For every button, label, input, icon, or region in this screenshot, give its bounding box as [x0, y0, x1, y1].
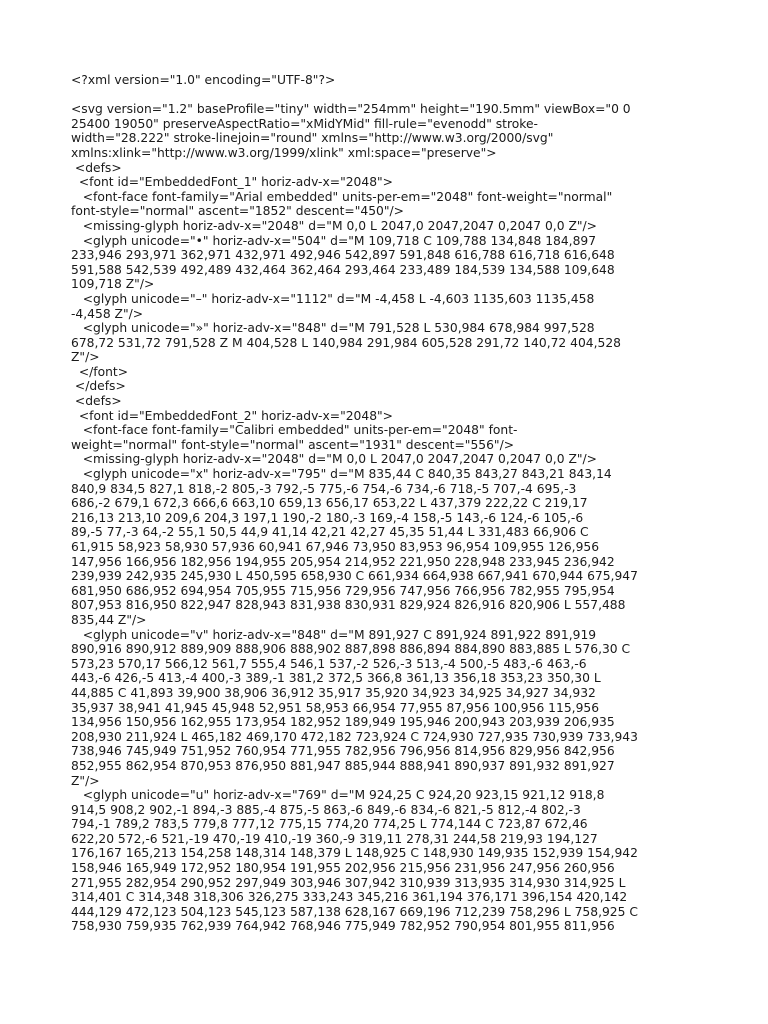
code-line: 622,20 572,-6 521,-19 470,-19 410,-19 360,-9 319,11 278,31 244,58 219,93 194,127 [71, 831, 598, 846]
code-line: 176,167 165,213 154,258 148,314 148,379 L 148,925 C 148,930 149,935 152,939 154,942 [71, 846, 638, 861]
code-line: 89,-5 77,-3 64,-2 55,1 50,5 44,9 41,14 42,21 42,27 45,35 51,44 L 331,483 66,906 C [71, 525, 589, 540]
code-line: -4,458 Z"/> [71, 306, 144, 321]
code-line: <?xml version="1.0" encoding="UTF-8"?> [71, 73, 336, 87]
code-line: <defs> [71, 394, 122, 409]
code-line: <font-face font-family="Calibri embedded" units-per-em="2048" font- [71, 423, 518, 438]
code-line: 314,401 C 314,348 318,306 326,275 333,243 345,216 361,194 376,171 396,154 420,142 [71, 890, 628, 905]
code-line: <missing-glyph horiz-adv-x="2048" d="M 0,0 L 2047,0 2047,2047 0,2047 0,0 Z"/> [71, 452, 597, 467]
code-line: 840,9 834,5 827,1 818,-2 805,-3 792,-5 775,-6 754,-6 734,-6 718,-5 707,-4 695,-3 [71, 481, 577, 496]
code-line: 158,946 165,949 172,952 180,954 191,955 202,956 215,956 231,956 247,956 260,956 [71, 861, 615, 876]
code-line: 794,-1 789,2 783,5 779,8 777,12 775,15 774,20 774,25 L 774,144 C 723,87 672,46 [71, 817, 588, 832]
code-line: </defs> [71, 379, 126, 394]
code-line: <glyph unicode="–" horiz-adv-x="1112" d="M -4,458 L -4,603 1135,603 1135,458 [71, 291, 595, 306]
code-line: 444,129 472,123 504,123 545,123 587,138 628,167 669,196 712,239 758,296 L 758,925 C [71, 904, 638, 919]
code-line: 890,916 890,912 889,909 888,906 888,902 887,898 886,894 884,890 883,885 L 576,30 C [71, 642, 631, 657]
code-line [71, 88, 711, 103]
code-line: 44,885 C 41,893 39,900 38,906 36,912 35,917 35,920 34,923 34,925 34,927 34,932 [71, 685, 596, 700]
code-line: 109,718 Z"/> [71, 277, 155, 292]
code-line: <glyph unicode="x" horiz-adv-x="795" d="M 835,44 C 840,35 843,27 843,21 843,14 [71, 467, 612, 482]
code-line: <missing-glyph horiz-adv-x="2048" d="M 0,0 L 2047,0 2047,2047 0,2047 0,0 Z"/> [71, 218, 597, 233]
code-line: <font-face font-family="Arial embedded" units-per-em="2048" font-weight="normal" [71, 189, 613, 204]
code-line: 678,72 531,72 791,528 Z M 404,528 L 140,984 291,984 605,528 291,72 140,72 404,528 [71, 335, 622, 350]
code-line: 738,946 745,949 751,952 760,954 771,955 782,956 796,956 814,956 829,956 842,956 [71, 744, 615, 759]
code-line: weight="normal" font-style="normal" ascent="1931" descent="556"/> [71, 437, 515, 452]
code-line: 852,955 862,954 870,953 876,950 881,947 885,944 888,941 890,937 891,932 891,927 [71, 758, 615, 773]
code-line: 758,930 759,935 762,939 764,942 768,946 775,949 782,952 790,954 801,955 811,956 [71, 919, 615, 934]
xml-source-document [71, 73, 711, 934]
code-line: </font> [71, 364, 129, 379]
code-line: 147,956 166,956 182,956 194,955 205,954 214,952 221,950 228,948 233,945 236,942 [71, 554, 615, 569]
code-line: 25400 19050" preserveAspectRatio="xMidYMid" fill-rule="evenodd" stroke- [71, 116, 538, 131]
code-line: <glyph unicode="•" horiz-adv-x="504" d="M 109,718 C 109,788 134,848 184,897 [71, 233, 597, 248]
code-line: <font id="EmbeddedFont_2" horiz-adv-x="2048"> [71, 408, 393, 423]
code-line: 61,915 58,923 58,930 57,936 60,941 67,946 73,950 83,953 96,954 109,955 126,956 [71, 540, 600, 554]
code-line: 216,13 213,10 209,6 204,3 197,1 190,-2 180,-3 169,-4 158,-5 143,-6 124,-6 105,-6 [71, 510, 584, 525]
code-line: 208,930 211,924 L 465,182 469,170 472,182 723,924 C 724,930 727,935 730,939 733,943 [71, 729, 638, 744]
code-line: 233,946 293,971 362,971 432,971 492,946 542,897 591,848 616,788 616,718 616,648 [71, 248, 615, 263]
code-line: xmlns:xlink="http://www.w3.org/1999/xlink" xml:space="preserve"> [71, 145, 497, 160]
code-line: <defs> [71, 160, 122, 175]
code-line: <font id="EmbeddedFont_1" horiz-adv-x="2048"> [71, 175, 393, 190]
code-line: width="28.222" stroke-linejoin="round" xmlns="http://www.w3.org/2000/svg" [71, 131, 554, 146]
code-line: <glyph unicode="u" horiz-adv-x="769" d="M 924,25 C 924,20 923,15 921,12 918,8 [71, 788, 605, 803]
code-line: Z"/> [71, 350, 100, 365]
code-line: <svg version="1.2" baseProfile="tiny" width="254mm" height="190.5mm" viewBox="0 0 [71, 102, 631, 117]
code-line: Z"/> [71, 773, 100, 788]
code-line: 807,953 816,950 822,947 828,943 831,938 830,931 829,924 826,916 820,906 L 557,488 [71, 598, 626, 613]
code-line: 443,-6 426,-5 413,-4 400,-3 389,-1 381,2 372,5 366,8 361,13 356,18 353,23 350,30 L [71, 671, 601, 686]
code-line: 914,5 908,2 902,-1 894,-3 885,-4 875,-5 863,-6 849,-6 834,-6 821,-5 812,-4 802,-3 [71, 802, 581, 817]
code-line: font-style="normal" ascent="1852" descent="450"/> [71, 204, 404, 219]
code-line: 835,44 Z"/> [71, 612, 147, 627]
code-line: <glyph unicode="v" horiz-adv-x="848" d="M 891,927 C 891,924 891,922 891,919 [71, 627, 597, 642]
code-line: 239,939 242,935 245,930 L 450,595 658,930 C 661,934 664,938 667,941 670,944 675,947 [71, 569, 638, 584]
code-line: <glyph unicode="»" horiz-adv-x="848" d="M 791,528 L 530,984 678,984 997,528 [71, 321, 595, 336]
code-line: 591,588 542,539 492,489 432,464 362,464 293,464 233,489 184,539 134,588 109,648 [71, 262, 615, 277]
code-line: 573,23 570,17 566,12 561,7 555,4 546,1 537,-2 526,-3 513,-4 500,-5 483,-6 463,-6 [71, 656, 587, 671]
code-line: 134,956 150,956 162,955 173,954 182,952 189,949 195,946 200,943 203,939 206,935 [71, 715, 615, 730]
code-line: 271,955 282,954 290,952 297,949 303,946 307,942 310,939 313,935 314,930 314,925 L [71, 875, 626, 890]
code-line: 681,950 686,952 694,954 705,955 715,956 729,956 747,956 766,956 782,955 795,954 [71, 583, 615, 598]
code-line: 686,-2 679,1 672,3 666,6 663,10 659,13 656,17 653,22 L 437,379 222,22 C 219,17 [71, 496, 588, 511]
code-line: 35,937 38,941 41,945 45,948 52,951 58,953 66,954 77,955 87,956 100,956 115,956 [71, 700, 600, 715]
